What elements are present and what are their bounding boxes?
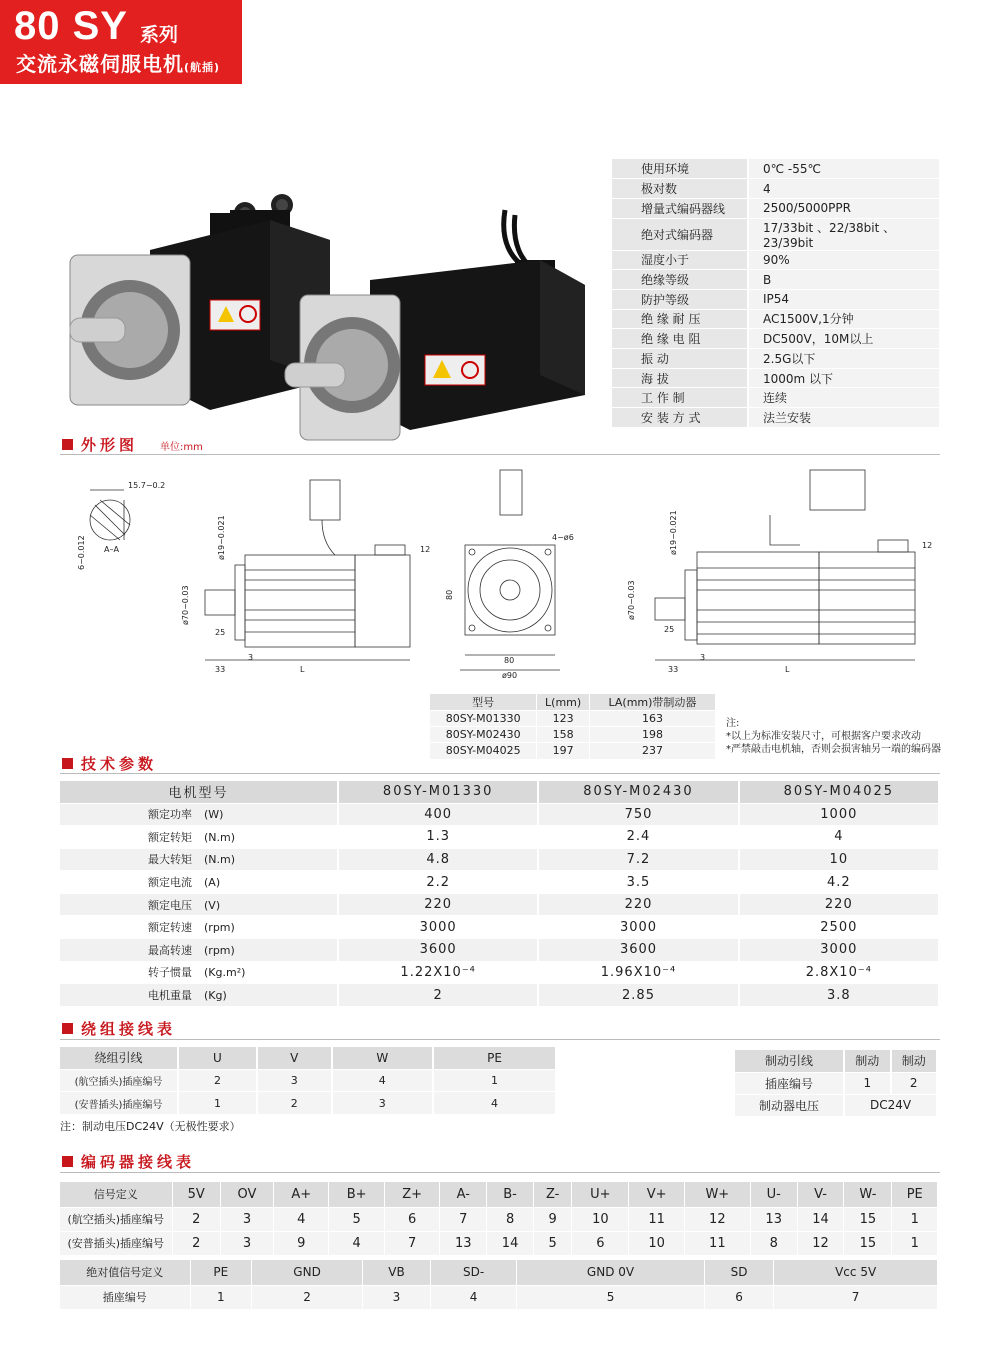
param-value: 3000 [338, 916, 538, 939]
spec-value: 17/33bit 、22/38bit 、23/39bit [748, 218, 939, 250]
table-cell: 4 [274, 1207, 329, 1231]
param-value: 2.8X10⁻⁴ [739, 961, 939, 984]
table-row [430, 711, 716, 727]
param-name: 转子惯量 [148, 966, 192, 980]
dim-len-L: L [300, 665, 305, 674]
outline-title: 外形图 [81, 436, 139, 454]
spec-row [612, 329, 939, 349]
table-cell: 7 [440, 1207, 487, 1231]
table-cell: 插座编号 [735, 1072, 844, 1094]
param-name-cell [60, 916, 338, 939]
param-value: 10 [739, 848, 939, 871]
spec-value: B [748, 270, 939, 290]
table-header-row [430, 694, 716, 711]
table-row [60, 1069, 556, 1092]
column-header: 80SY-M01330 [338, 781, 538, 803]
spec-row [612, 270, 939, 290]
param-value: 220 [739, 893, 939, 916]
spec-row [612, 368, 939, 388]
note-line-2: *严禁敲击电机轴，否则会损害轴另一端的编码器 [726, 744, 941, 755]
dim-brake-len-3: 3 [700, 653, 706, 662]
product-title [16, 48, 220, 77]
table-row [60, 916, 939, 939]
column-header: U+ [572, 1182, 629, 1207]
spec-value: 4 [748, 179, 939, 199]
param-unit: (N.m) [204, 853, 236, 867]
param-unit: (N.m) [204, 830, 236, 844]
column-header: 型号 [430, 694, 537, 711]
table-cell: (安普插头)插座编号 [60, 1092, 178, 1115]
table-row [60, 826, 939, 849]
column-header: Z+ [384, 1182, 439, 1207]
spec-row [612, 198, 939, 218]
column-header: W- [844, 1182, 892, 1207]
column-header: L(mm) [537, 694, 590, 711]
tech-table [60, 781, 940, 1006]
param-value: 3.5 [538, 871, 738, 894]
dim-pcd-90: ø90 [502, 671, 518, 680]
param-name-cell [60, 961, 338, 984]
spec-value: 1000m 以下 [748, 368, 939, 388]
spec-value: 2500/5000PPR [748, 198, 939, 218]
table-cell: 9 [274, 1231, 329, 1255]
param-unit: (rpm) [204, 921, 235, 935]
table-cell: 4 [329, 1231, 384, 1255]
column-header: LA(mm)带制动器 [589, 694, 715, 711]
table-cell: 123 [537, 711, 590, 727]
series-label: 系列 [140, 24, 179, 46]
table-cell: 15 [844, 1231, 892, 1255]
column-header: 电机型号 [60, 781, 338, 803]
param-value: 220 [538, 893, 738, 916]
table-cell: 插座编号 [60, 1285, 190, 1309]
param-unit: (V) [204, 898, 221, 912]
table-cell: 237 [589, 743, 715, 759]
column-header: A- [440, 1182, 487, 1207]
spec-key: 极对数 [612, 179, 748, 199]
spec-value: 法兰安装 [748, 408, 939, 428]
table-cell: 5 [329, 1207, 384, 1231]
table-cell: 80SY-M01330 [430, 711, 537, 727]
column-header: W [332, 1047, 433, 1069]
param-value: 3.8 [739, 984, 939, 1007]
column-header: VB [363, 1260, 431, 1285]
column-header: 80SY-M02430 [538, 781, 738, 803]
column-header: GND 0V [517, 1260, 705, 1285]
column-header: U- [750, 1182, 797, 1207]
table-cell: 3 [220, 1231, 273, 1255]
column-header: OV [220, 1182, 273, 1207]
param-value: 3600 [338, 939, 538, 962]
spec-value: DC500V，10M以上 [748, 329, 939, 349]
spec-row [612, 289, 939, 309]
absolute-encoder-table [60, 1260, 938, 1309]
table-cell: 9 [533, 1207, 571, 1231]
dim-sq-80b: 80 [504, 656, 515, 665]
column-header: 信号定义 [60, 1182, 172, 1207]
spec-row [612, 218, 939, 250]
table-row [60, 1092, 556, 1115]
spec-key: 工 作 制 [612, 388, 748, 408]
spec-key: 安 装 方 式 [612, 408, 748, 428]
outline-notes [726, 717, 941, 756]
dim-brake-len-L: L [785, 665, 790, 674]
outline-section-title [62, 434, 203, 455]
encoder-title: 编码器接线表 [81, 1153, 196, 1171]
column-header: W+ [684, 1182, 750, 1207]
table-cell: 6 [572, 1231, 629, 1255]
table-cell: 4 [332, 1069, 433, 1092]
table-cell: 1 [892, 1231, 938, 1255]
param-value: 2.4 [538, 826, 738, 849]
column-header: 绝对值信号定义 [60, 1260, 190, 1285]
table-header-row [60, 1182, 938, 1207]
table-cell: 158 [537, 727, 590, 743]
param-name: 电机重量 [148, 989, 192, 1003]
table-cell: 3 [332, 1092, 433, 1115]
header-banner [0, 0, 242, 84]
column-header: 制动 [844, 1050, 890, 1072]
table-cell: 14 [487, 1231, 534, 1255]
table-cell: 10 [629, 1231, 684, 1255]
length-table [430, 694, 716, 759]
table-row [60, 1207, 938, 1231]
winding-section-title [62, 1018, 176, 1039]
dim-len-3: 3 [248, 653, 254, 662]
table-header-row [60, 1047, 556, 1069]
table-cell: (安普插头)插座编号 [60, 1231, 172, 1255]
spec-table [612, 159, 939, 428]
param-name: 额定转速 [148, 921, 192, 935]
section-square-icon [62, 439, 73, 450]
column-header: 80SY-M04025 [739, 781, 939, 803]
param-value: 1.3 [338, 826, 538, 849]
param-value: 1.96X10⁻⁴ [538, 961, 738, 984]
table-cell: 197 [537, 743, 590, 759]
table-cell: 1 [844, 1072, 890, 1094]
spec-key: 海 拔 [612, 368, 748, 388]
table-cell: 2 [891, 1072, 938, 1094]
param-value: 4 [739, 826, 939, 849]
param-value: 1000 [739, 803, 939, 826]
table-cell: 10 [572, 1207, 629, 1231]
param-name: 额定功率 [148, 808, 192, 822]
table-cell: 5 [533, 1231, 571, 1255]
dim-shaft-tol: 6−0.012 [77, 535, 86, 570]
side-view-drawing [181, 480, 430, 674]
dim-len-25: 25 [215, 628, 226, 637]
product-subtitle: (航插) [184, 61, 221, 74]
table-cell: 13 [750, 1207, 797, 1231]
spec-key: 振 动 [612, 349, 748, 369]
param-name: 额定电压 [148, 898, 192, 912]
column-header: SD- [430, 1260, 516, 1285]
section-divider [60, 1039, 940, 1040]
spec-value: IP54 [748, 289, 939, 309]
param-name-cell [60, 826, 338, 849]
table-cell: 8 [487, 1207, 534, 1231]
outline-drawings [60, 460, 940, 685]
param-value: 4.2 [739, 871, 939, 894]
table-row [430, 743, 716, 759]
param-value: 3000 [739, 939, 939, 962]
model-title: 80 SY [14, 4, 128, 48]
table-cell: 14 [797, 1207, 844, 1231]
param-value: 2.2 [338, 871, 538, 894]
table-cell: 2 [257, 1092, 332, 1115]
param-name-cell [60, 871, 338, 894]
table-cell: 6 [384, 1207, 439, 1231]
spec-row [612, 159, 939, 179]
param-name-cell [60, 939, 338, 962]
encoder-table [60, 1182, 938, 1255]
brake-table [735, 1050, 938, 1116]
spec-key: 绝对式编码器 [612, 218, 748, 250]
param-name-cell [60, 893, 338, 916]
param-value: 3000 [538, 916, 738, 939]
table-row [60, 961, 939, 984]
table-cell: 6 [704, 1285, 773, 1309]
product-name: 交流永磁伺服电机 [16, 52, 184, 76]
table-cell: 2 [172, 1207, 220, 1231]
table-cell: 15 [844, 1207, 892, 1231]
spec-key: 使用环境 [612, 159, 748, 179]
param-value: 2.85 [538, 984, 738, 1007]
table-cell: (航空插头)插座编号 [60, 1069, 178, 1092]
spec-key: 防护等级 [612, 289, 748, 309]
column-header: Vcc 5V [774, 1260, 938, 1285]
param-unit: (Kg) [204, 989, 227, 1003]
table-cell: 163 [589, 711, 715, 727]
table-cell: 80SY-M04025 [430, 743, 537, 759]
table-cell: (航空插头)插座编号 [60, 1207, 172, 1231]
spec-row [612, 250, 939, 270]
spec-row [612, 349, 939, 369]
spec-value: 2.5G以下 [748, 349, 939, 369]
table-row [60, 1285, 938, 1309]
table-cell: 2 [178, 1069, 257, 1092]
section-square-icon [62, 1023, 73, 1034]
dim-brake-len-33: 33 [668, 665, 679, 674]
param-name: 额定电流 [148, 876, 192, 890]
param-value: 3600 [538, 939, 738, 962]
spec-key: 湿度小于 [612, 250, 748, 270]
column-header: 制动 [891, 1050, 938, 1072]
outline-unit: 单位:mm [160, 442, 203, 453]
param-value: 1.22X10⁻⁴ [338, 961, 538, 984]
table-row [60, 803, 939, 826]
column-header: V+ [629, 1182, 684, 1207]
param-name: 额定转矩 [148, 830, 192, 844]
param-name-cell [60, 984, 338, 1007]
dim-spigot-d: ø70−0.03 [181, 585, 190, 625]
table-cell: 3 [220, 1207, 273, 1231]
column-header: V- [797, 1182, 844, 1207]
column-header: B- [487, 1182, 534, 1207]
table-row [60, 893, 939, 916]
table-row [60, 1231, 938, 1255]
param-value: 7.2 [538, 848, 738, 871]
column-header: V [257, 1047, 332, 1069]
table-cell: 4 [430, 1285, 516, 1309]
table-cell: 8 [750, 1231, 797, 1255]
dim-shaft-d: ø19−0.021 [217, 515, 226, 560]
tech-title: 技术参数 [81, 755, 158, 773]
winding-title: 绕组接线表 [81, 1020, 177, 1038]
spec-row [612, 179, 939, 199]
table-cell: 1 [892, 1207, 938, 1231]
param-unit: (rpm) [204, 943, 235, 957]
dim-sq-80: 80 [445, 589, 454, 600]
spec-row [612, 388, 939, 408]
winding-note: 注：制动电压DC24V（无极性要求） [60, 1120, 241, 1133]
table-cell: 80SY-M02430 [430, 727, 537, 743]
front-view-drawing [445, 470, 574, 680]
column-header: U [178, 1047, 257, 1069]
table-cell: 3 [363, 1285, 431, 1309]
dim-section-label: A–A [104, 545, 119, 554]
table-row [60, 939, 939, 962]
spec-value: AC1500V,1分钟 [748, 309, 939, 329]
brake-voltage-label: 制动器电压 [735, 1094, 844, 1116]
dim-brake-spigot-d: ø70−0.03 [627, 580, 636, 620]
param-value: 2500 [739, 916, 939, 939]
table-cell: 13 [440, 1231, 487, 1255]
column-header: SD [704, 1260, 773, 1285]
spec-key: 绝缘等级 [612, 270, 748, 290]
param-value: 750 [538, 803, 738, 826]
column-header: PE [433, 1047, 556, 1069]
table-row [430, 727, 716, 743]
table-header-row [60, 781, 939, 803]
table-row [735, 1072, 937, 1094]
dim-holes: 4−ø6 [552, 533, 574, 542]
table-cell: 198 [589, 727, 715, 743]
table-cell: 5 [517, 1285, 705, 1309]
table-header-row [60, 1260, 938, 1285]
column-header: GND [252, 1260, 363, 1285]
brake-voltage-value: DC24V [844, 1094, 937, 1116]
param-name: 最大转矩 [148, 853, 192, 867]
spec-value: 90% [748, 250, 939, 270]
table-row [735, 1094, 937, 1116]
table-cell: 4 [433, 1092, 556, 1115]
table-cell: 1 [433, 1069, 556, 1092]
param-unit: (A) [204, 876, 221, 890]
section-square-icon [62, 758, 73, 769]
param-value: 400 [338, 803, 538, 826]
section-divider [60, 454, 940, 455]
column-header: Z- [533, 1182, 571, 1207]
column-header: PE [892, 1182, 938, 1207]
param-unit: (Kg.m²) [204, 966, 246, 980]
note-title: 注: [726, 718, 740, 729]
param-name-cell [60, 803, 338, 826]
spec-key: 绝 缘 电 阻 [612, 329, 748, 349]
encoder-section-title [62, 1151, 195, 1172]
product-photo [60, 180, 600, 450]
table-row [60, 871, 939, 894]
spec-row [612, 309, 939, 329]
shaft-section-drawing [77, 481, 165, 570]
column-header: 5V [172, 1182, 220, 1207]
dim-len-33: 33 [215, 665, 226, 674]
table-cell: 7 [384, 1231, 439, 1255]
table-cell: 11 [684, 1231, 750, 1255]
table-cell: 1 [190, 1285, 252, 1309]
table-header-row [735, 1050, 937, 1072]
table-cell: 1 [178, 1092, 257, 1115]
spec-key: 增量式编码器线 [612, 198, 748, 218]
param-name-cell [60, 848, 338, 871]
table-row [60, 848, 939, 871]
table-cell: 7 [774, 1285, 938, 1309]
table-row [60, 984, 939, 1007]
param-value: 220 [338, 893, 538, 916]
table-cell: 12 [797, 1231, 844, 1255]
dim-len-12: 12 [420, 545, 431, 554]
column-header: B+ [329, 1182, 384, 1207]
winding-table [60, 1047, 557, 1114]
section-divider [60, 1172, 940, 1173]
dim-brake-len-25: 25 [664, 625, 675, 634]
dim-brake-len-12: 12 [922, 541, 933, 550]
param-value: 4.8 [338, 848, 538, 871]
spec-value: 0℃ -55℃ [748, 159, 939, 179]
dim-key-width: 15.7−0.2 [128, 481, 166, 490]
section-square-icon [62, 1156, 73, 1167]
column-header: 绕组引线 [60, 1047, 178, 1069]
param-value: 2 [338, 984, 538, 1007]
table-cell: 2 [172, 1231, 220, 1255]
table-cell: 2 [252, 1285, 363, 1309]
table-cell: 3 [257, 1069, 332, 1092]
column-header: PE [190, 1260, 252, 1285]
column-header: A+ [274, 1182, 329, 1207]
param-unit: (W) [204, 808, 224, 822]
spec-row [612, 408, 939, 428]
note-line-1: *以上为标准安装尺寸，可根据客户要求改动 [726, 731, 921, 742]
param-name: 最高转速 [148, 943, 192, 957]
section-divider [60, 773, 940, 774]
table-cell: 12 [684, 1207, 750, 1231]
spec-key: 绝 缘 耐 压 [612, 309, 748, 329]
tech-section-title [62, 753, 157, 774]
spec-value: 连续 [748, 388, 939, 408]
column-header: 制动引线 [735, 1050, 844, 1072]
dim-brake-shaft-d: ø19−0.021 [669, 510, 678, 555]
side-view-brake-drawing [627, 470, 932, 674]
table-cell: 11 [629, 1207, 684, 1231]
